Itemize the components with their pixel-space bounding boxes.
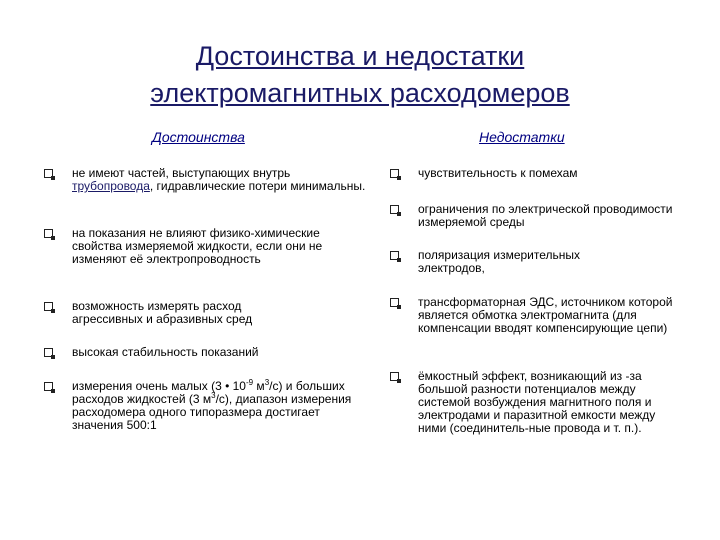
bullet-icon [44, 229, 53, 238]
bullet-icon [390, 251, 399, 260]
list-item-text: ограничения по электрической проводимости измеряемой среды [418, 202, 673, 229]
list-item-text: не имеют частей, выступающих внутрь трубопровода, гидравлические потери минимальны. [72, 166, 366, 193]
bullet-icon [390, 372, 399, 381]
list-item-text: поляризация измерительных электродов, [418, 248, 581, 275]
list-item-text: возможность измерять расход агрессивных и абразивных сред [72, 299, 253, 326]
list-item-text: измерения очень малых (3 • $10^{-9}$ $м^3/с$) и больших расходов жидкостей (3 $м^3/с$), диапазон измерения расходомера одного типоразмера достигает значения 500:1 [72, 378, 352, 432]
disadvantages-header: Недостатки [479, 129, 565, 145]
list-item-text: на показания не влияют физико-химические свойства измеряемой жидкости, если они не изменяют её электропроводность [72, 226, 323, 266]
list-item-text: высокая стабильность показаний [72, 345, 259, 359]
bullet-icon [390, 298, 399, 307]
bullet-icon [44, 169, 53, 178]
bullet-icon [44, 382, 53, 391]
list-item-text: чувствительность к помехам [418, 166, 578, 180]
bullet-icon [44, 348, 53, 357]
title-line-1: Достоинства и недостатки [195, 41, 525, 71]
pipeline-link[interactable]: трубопровода [72, 179, 150, 193]
page-title [0, 38, 720, 112]
bullet-icon [390, 169, 399, 178]
title-line-2: электромагнитных расходомеров [150, 78, 570, 108]
advantages-header: Достоинства [152, 129, 245, 145]
bullet-icon [44, 302, 53, 311]
bullet-icon [390, 205, 399, 214]
list-item-text: трансформаторная ЭДС, источником которой является обмотка электромагнита (для компенсации вводят компенсирующие цепи) [418, 295, 673, 335]
list-item-text: ёмкостный эффект, возникающий из -за большой разности потенциалов между системой возбуждения магнитного поля и электродами и паразитной емкости между ними (соединитель-ные провода и т. п.). [418, 369, 656, 435]
